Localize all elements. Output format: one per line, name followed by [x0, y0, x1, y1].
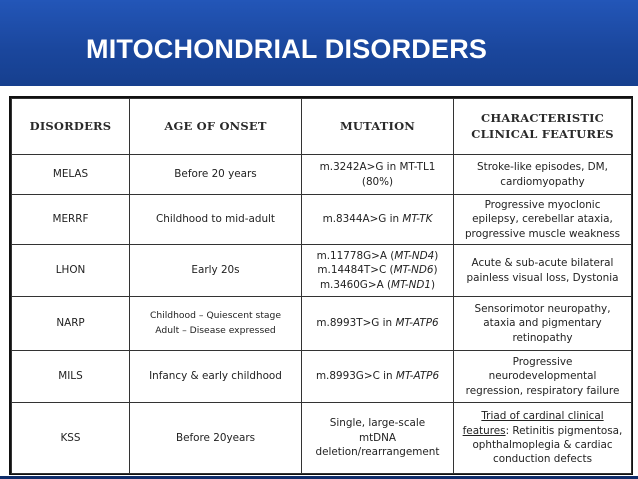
- table-row: [12, 195, 632, 245]
- features-line: Acute & sub-acute bilateral: [471, 257, 614, 270]
- disorder-cell: NARP: [12, 297, 130, 351]
- features-cell: [454, 297, 632, 351]
- gene-name: MT-ATP6: [395, 370, 440, 383]
- header-age-of-onset: AGE OF ONSET: [130, 99, 302, 155]
- features-line: regression, respiratory failure: [465, 384, 620, 397]
- header-disorders: DISORDERS: [12, 99, 130, 155]
- mutation-cell: [302, 155, 454, 195]
- disorder-cell: MELAS: [12, 155, 130, 195]
- gene-name: MT-TK: [402, 213, 433, 226]
- features-line: epilepsy, cerebellar ataxia,: [472, 213, 613, 226]
- features-cell: [454, 351, 632, 403]
- header-mutation: MUTATION: [302, 99, 454, 155]
- mutation-cell: [302, 245, 454, 297]
- mutation-text: ): [431, 278, 436, 291]
- onset-cell: Childhood to mid-adult: [130, 195, 302, 245]
- features-line: ataxia and pigmentary: [483, 317, 602, 330]
- table-row: [12, 245, 632, 297]
- onset-cell: [130, 297, 302, 351]
- slide-title: MITOCHONDRIAL DISORDERS: [86, 34, 488, 64]
- mutation-text: m.8993T>G in: [316, 317, 396, 330]
- mutation-cell: [302, 403, 454, 474]
- mutation-line: mtDNA: [358, 431, 397, 444]
- features-line: neurodevelopmental: [488, 370, 597, 383]
- features-underlined: features: [462, 424, 506, 437]
- mutation-line: deletion/rearrangement: [315, 446, 440, 459]
- header-clinical-features-text: CHARACTERISTIC CLINICAL FEATURES: [471, 110, 614, 141]
- table-header-row: [12, 99, 632, 155]
- features-line: Progressive myoclonic: [484, 198, 601, 211]
- table-row: [12, 351, 632, 403]
- gene-name: MT-ND1: [391, 278, 431, 291]
- features-line: Progressive: [512, 355, 573, 368]
- features-cell: [454, 155, 632, 195]
- gene-name: MT-ND4: [394, 249, 435, 262]
- features-line: : Retinitis pigmentosa,: [505, 424, 623, 437]
- mutation-text: m.14484T>C (: [317, 264, 394, 277]
- features-cell: [454, 245, 632, 297]
- mutation-text: m.11778G>A (: [316, 249, 395, 262]
- disorder-cell: MILS: [12, 351, 130, 403]
- onset-cell: Infancy & early childhood: [130, 351, 302, 403]
- features-cell: [454, 403, 632, 474]
- mutation-text: m.8993G>C in: [315, 370, 396, 383]
- mutation-text: ): [434, 249, 439, 262]
- features-line: Sensorimotor neuropathy,: [474, 302, 611, 315]
- table-row: [12, 297, 632, 351]
- features-line: retinopathy: [512, 331, 573, 344]
- features-line: progressive muscle weakness: [464, 227, 621, 240]
- mutation-line: Single, large-scale: [329, 417, 426, 430]
- mutation-line: (80%): [361, 175, 394, 188]
- mutation-text: ): [433, 264, 438, 277]
- onset-cell: Before 20 years: [130, 155, 302, 195]
- features-cell: [454, 195, 632, 245]
- mutation-cell: [302, 297, 454, 351]
- onset-line: Childhood – Quiescent stage: [149, 310, 282, 322]
- onset-cell: Before 20years: [130, 403, 302, 474]
- features-underlined: Triad of cardinal clinical: [481, 410, 604, 423]
- table-row: [12, 155, 632, 195]
- mutation-text: m.3460G>A (: [319, 278, 392, 291]
- features-line: painless visual loss, Dystonia: [466, 271, 619, 284]
- header-clinical-features: [454, 99, 632, 155]
- features-line: conduction defects: [493, 453, 592, 466]
- features-line: Stroke-like episodes, DM,: [477, 161, 608, 174]
- disorder-cell: KSS: [12, 403, 130, 474]
- disorder-cell: MERRF: [12, 195, 130, 245]
- mutation-line: m.3242A>G in MT-TL1: [319, 161, 436, 174]
- mutation-text: m.8344A>G in: [322, 213, 403, 226]
- onset-line: Adult – Disease expressed: [155, 324, 276, 336]
- features-line: ophthalmoplegia & cardiac: [472, 439, 613, 451]
- onset-cell: Early 20s: [130, 245, 302, 297]
- disorder-cell: LHON: [12, 245, 130, 297]
- mutation-cell: [302, 195, 454, 245]
- gene-name: MT-ND6: [393, 264, 434, 277]
- mutation-cell: [302, 351, 454, 403]
- disorders-table: [9, 96, 633, 475]
- table-row: [12, 403, 632, 474]
- features-line: cardiomyopathy: [500, 175, 585, 188]
- gene-name: MT-ATP6: [395, 317, 439, 330]
